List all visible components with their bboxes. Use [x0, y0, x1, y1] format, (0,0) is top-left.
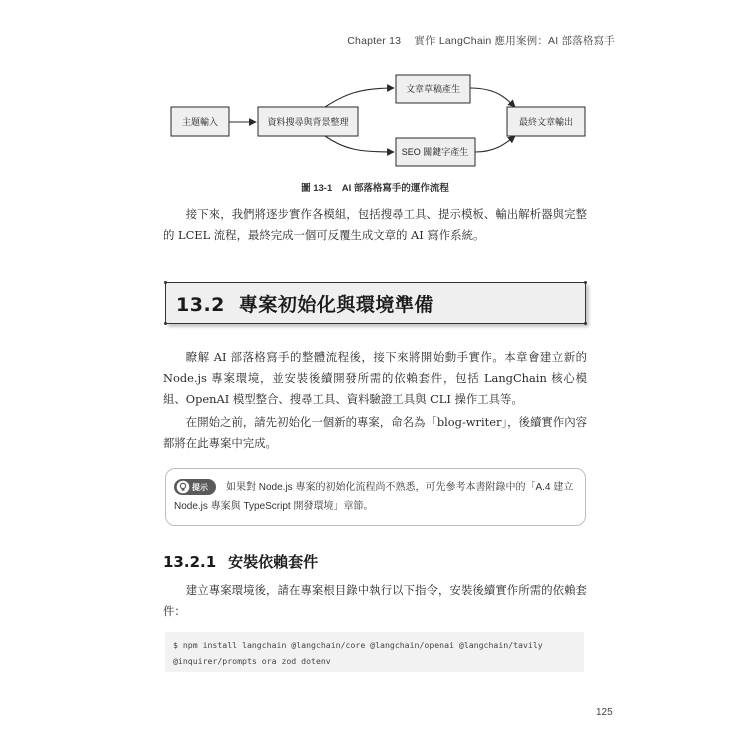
edge-draft-to-final: [470, 88, 515, 107]
section-title: [176, 290, 434, 317]
section-heading-box: [165, 282, 586, 324]
workflow-diagram: [0, 0, 750, 180]
subsection-number: 13.2.1: [163, 553, 217, 571]
node-draft: [396, 75, 470, 103]
edge-research-to-draft: [325, 88, 394, 107]
code-line-1: $ npm install langchain @langchain/core @langchain/openai @langchain/tavily: [173, 640, 543, 650]
node-research-label: 資料搜尋與背景整理: [267, 117, 349, 127]
chapter-title: 實作 LangChain 應用案例：AI 部落格寫手: [414, 35, 615, 47]
node-seo-label: SEO 關鍵字產生: [401, 147, 469, 157]
node-research: [258, 107, 358, 136]
tip-box: [165, 468, 586, 526]
node-final-output-label: 最終文章輸出: [518, 117, 574, 127]
paragraph-intro: 接下來，我們將逐步實作各模組，包括搜尋工具、提示模板、輸出解析器與完整的 LCEL 流程，最終完成一個可反覆生成文章的 AI 寫作系統。: [163, 207, 587, 242]
subsection-title: [163, 551, 318, 572]
node-topic-input-label: 主題輸入: [181, 117, 219, 127]
tip-text: 如果對 Node.js 專案的初始化流程尚不熟悉，可先參考本書附錄中的「A.4 建立 Node.js 專案與 TypeScript 開發環境」章節。: [174, 482, 574, 512]
code-block: [165, 632, 584, 672]
section-number: 13.2: [176, 294, 225, 316]
section-title-text: 專案初始化與環境準備: [238, 294, 434, 316]
edge-seo-to-final: [475, 136, 515, 152]
lightbulb-icon: [176, 480, 190, 494]
chapter-label: Chapter 13: [347, 35, 402, 47]
subsection-title-text: 安裝依賴套件: [228, 553, 319, 571]
paragraph-install: 建立專案環境後，請在專案根目錄中執行以下指令，安裝後續實作所需的依賴套件：: [163, 583, 587, 618]
edge-research-to-seo: [325, 136, 394, 152]
node-seo: [396, 138, 475, 166]
node-topic-input: [171, 107, 229, 136]
code-line-2: @inquirer/prompts ora zod dotenv: [173, 656, 331, 666]
tip-text-block: [174, 478, 579, 516]
figure-caption: 圖 13-1 AI 部落格寫手的運作流程: [301, 183, 449, 194]
paragraph-init: 在開始之前，請先初始化一個新的專案，命名為「blog-writer」，後續實作內容都將在此專案中完成。: [163, 415, 587, 450]
tip-badge: [174, 479, 216, 495]
page-number: 125: [596, 707, 613, 718]
paragraph-overview: 瞭解 AI 部落格寫手的整體流程後，接下來將開始動手實作。本章會建立新的 Node.js 專案環境，並安裝後續開發所需的依賴套件，包括 LangChain 核心模組、OpenAI 模型整合、搜尋工具、資料驗證工具與 CLI 操作工具等。: [163, 350, 587, 406]
node-draft-label: 文章草稿產生: [405, 84, 461, 94]
node-final-output: [507, 107, 585, 136]
tip-label: 提示: [192, 482, 208, 492]
